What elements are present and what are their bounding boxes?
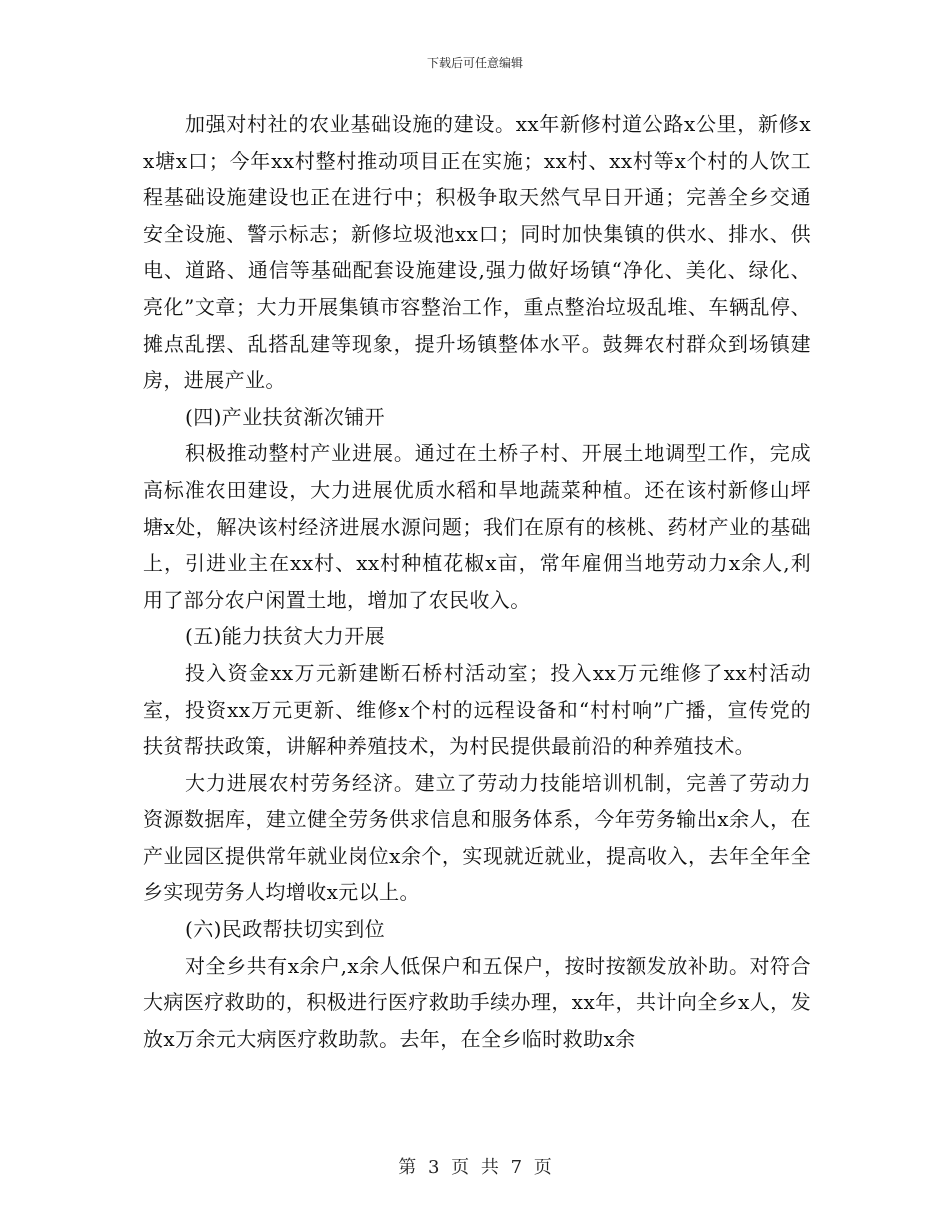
page-header: 下载后可任意编辑 bbox=[426, 56, 523, 70]
page-number: 第 3 页 共 7 页 bbox=[398, 1157, 552, 1178]
section-heading-6: (六)民政帮扶切实到位 bbox=[185, 917, 386, 942]
section-heading-4: (四)产业扶贫渐次铺开 bbox=[185, 404, 386, 429]
paragraph-labor: 大力进展农村劳务经济。建立了劳动力技能培训机制，完善了劳动力资源数据库，建立健全劳务供求信息和服务体系，今年劳务输出x余人，在产业园区提供常年就业岗位x余个，实现就近就业，提高收入，去年全年全乡实现劳务人均增收x元以上。 bbox=[143, 770, 811, 905]
paragraph-industry: 积极推动整村产业进展。通过在土桥子村、开展土地调型工作，完成高标准农田建设，大力进展优质水稻和旱地蔬菜种植。还在该村新修山坪塘x处，解决该村经济进展水源问题；我们在原有的核桃、药材产业的基础上，引进业主在xx村、xx村种植花椒x亩，常年雇佣当地劳动力x余人,利用了部分农户闲置土地，增加了农民收入。 bbox=[143, 441, 811, 612]
paragraph-investment: 投入资金xx万元新建断石桥村活动室；投入xx万元维修了xx村活动室，投资xx万元更新、维修x个村的远程设备和“村村响”广播，宣传党的扶贫帮扶政策，讲解种养殖技术，为村民提供最前沿的种养殖技术。 bbox=[143, 660, 811, 759]
section-heading-5: (五)能力扶贫大力开展 bbox=[185, 624, 386, 649]
paragraph-infrastructure: 加强对村社的农业基础设施的建设。xx年新修村道公路x公里，新修xx塘x口；今年xx村整村推动项目正在实施；xx村、xx村等x个村的人饮工程基础设施建设也正在进行中；积极争取天然气早日开通；完善全乡交通安全设施、警示标志；新修垃圾池xx口；同时加快集镇的供水、排水、供电、道路、通信等基础配套设施建设,强力做好场镇“净化、美化、绿化、亮化”文章；大力开展集镇市容整治工作，重点整治垃圾乱堆、车辆乱停、摊点乱摆、乱搭乱建等现象，提升场镇整体水平。鼓舞农村群众到场镇建房，进展产业。 bbox=[143, 112, 811, 393]
paragraph-civil-affairs: 对全乡共有x余户,x余人低保户和五保户，按时按额发放补助。对符合大病医疗救助的，积极进行医疗救助手续办理，xx年，共计向全乡x人，发放x万余元大病医疗救助款。去年，在全乡临时救助x余 bbox=[143, 953, 811, 1051]
document-body bbox=[143, 106, 811, 1057]
